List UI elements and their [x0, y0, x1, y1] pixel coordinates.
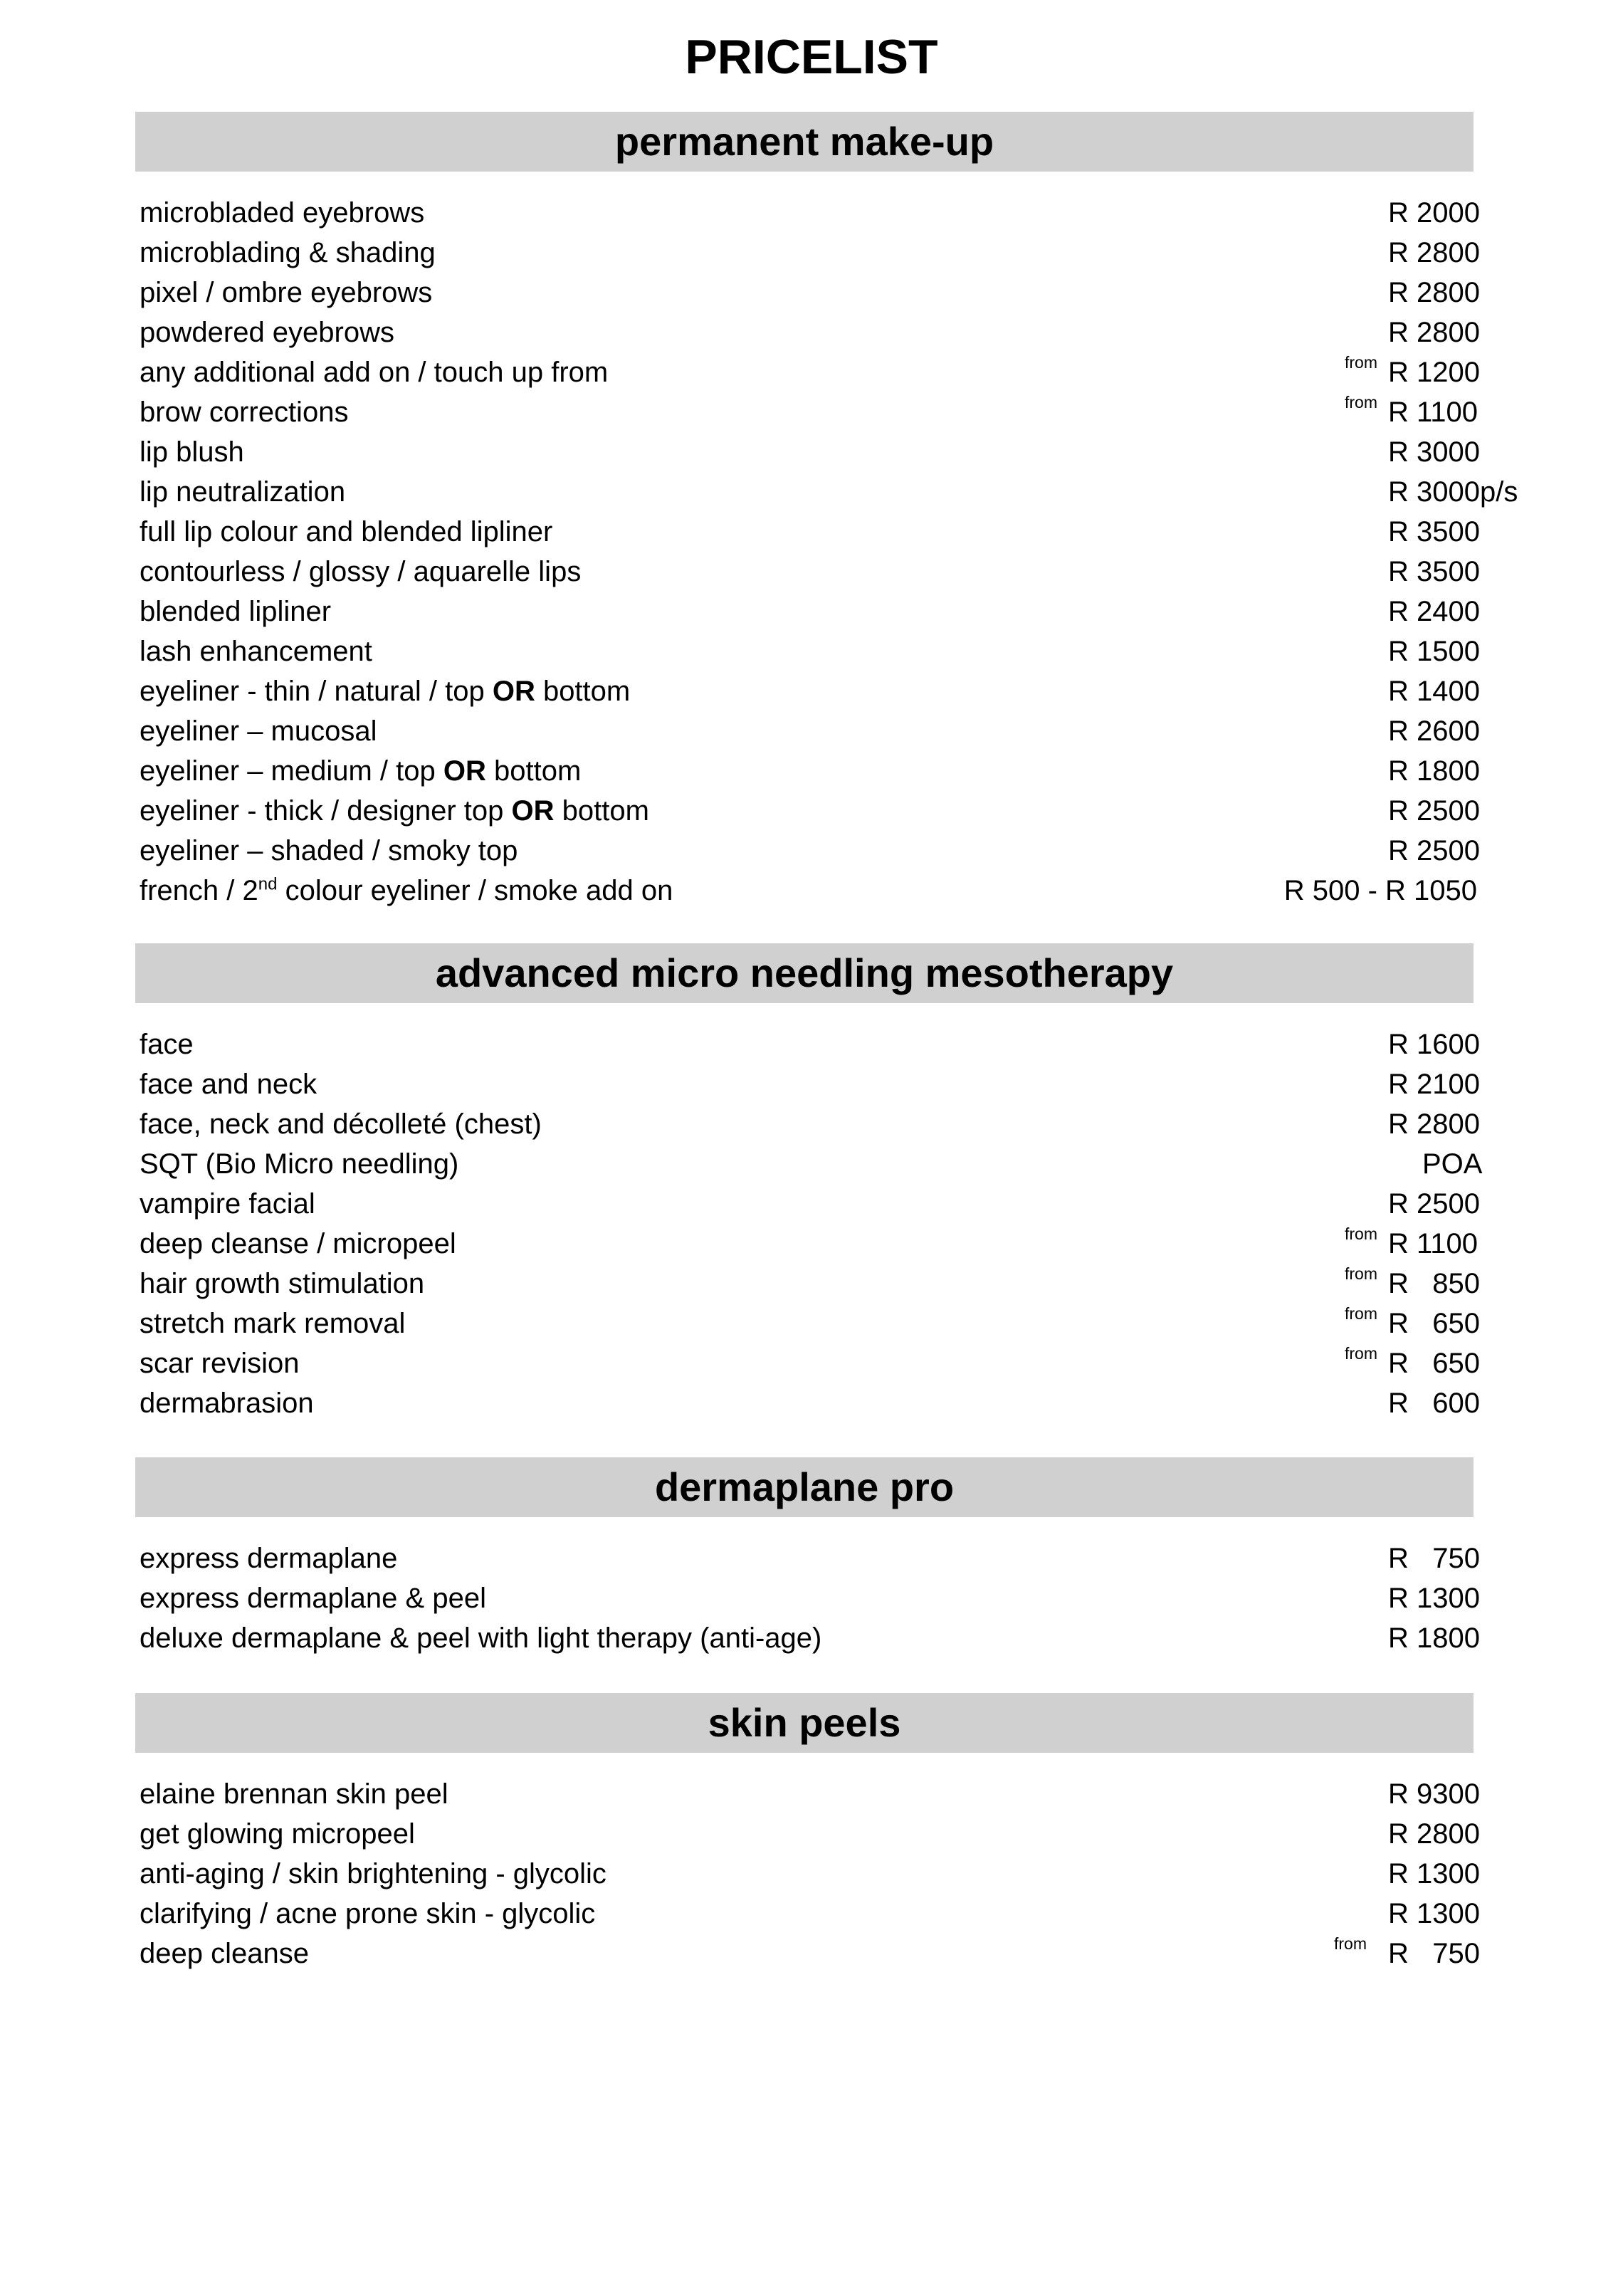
price-row — [135, 512, 1480, 552]
price-row — [135, 352, 1480, 392]
item-price: R 600 — [1388, 1388, 1480, 1419]
item-name: microblading & shading — [140, 237, 436, 268]
item-price: R 1500 — [1388, 636, 1480, 667]
price-row — [135, 1894, 1480, 1934]
item-name: lip blush — [140, 436, 244, 468]
item-price: R 500 - R 1050 — [1283, 875, 1477, 906]
item-name: full lip colour and blended lipliner — [140, 516, 553, 547]
item-price: R 650 — [1388, 1348, 1480, 1379]
price-row — [135, 193, 1480, 233]
section-dermaplane-pro — [135, 1457, 1480, 1658]
section-skin-peels — [135, 1693, 1480, 1973]
price-row — [135, 273, 1480, 313]
item-name: get glowing micropeel — [140, 1818, 415, 1850]
item-name: face, neck and décolleté (chest) — [140, 1108, 542, 1140]
item-name: hair growth stimulation — [140, 1268, 425, 1299]
item-price: R 1400 — [1388, 676, 1480, 707]
price-row — [135, 631, 1480, 671]
section-heading: skin peels — [135, 1693, 1474, 1753]
item-price: R 2500 — [1388, 795, 1480, 827]
item-name: face and neck — [140, 1069, 317, 1100]
item-price: POA — [1422, 1148, 1483, 1180]
price-row — [135, 1264, 1480, 1304]
item-price: R 1800 — [1388, 755, 1480, 787]
item-name: microbladed eyebrows — [140, 197, 425, 229]
item-price: R 9300 — [1388, 1778, 1480, 1810]
price-row — [135, 1618, 1480, 1658]
item-name: deluxe dermaplane & peel with light therapy (anti-age) — [140, 1623, 822, 1654]
item-name-text: eyeliner - thin / natural / top — [140, 676, 493, 707]
item-name-text: bottom — [485, 755, 582, 787]
section-micro-needling — [135, 943, 1483, 1423]
item-name: contourless / glossy / aquarelle lips — [140, 556, 582, 587]
item-name: elaine brennan skin peel — [140, 1778, 448, 1810]
item-name: express dermaplane & peel — [140, 1583, 486, 1614]
item-price: R 2800 — [1388, 1108, 1480, 1140]
item-name: lash enhancement — [140, 636, 372, 667]
item-price: R 2800 — [1388, 317, 1480, 348]
or-emphasis: OR — [443, 755, 486, 787]
item-price: R 2600 — [1388, 715, 1480, 747]
price-row — [135, 313, 1480, 352]
item-name-text: bottom — [535, 676, 631, 707]
item-price: R 2500 — [1388, 835, 1480, 866]
item-name — [140, 671, 630, 711]
item-name-text: eyeliner - thick / designer top — [140, 795, 512, 827]
item-name: express dermaplane — [140, 1543, 398, 1574]
or-emphasis: OR — [492, 676, 535, 707]
price-row — [135, 1184, 1480, 1224]
section-heading: advanced micro needling mesotherapy — [135, 943, 1474, 1003]
from-label: from — [1345, 1344, 1377, 1363]
price-row — [135, 1854, 1480, 1894]
item-price: R 650 — [1388, 1308, 1480, 1339]
section-heading: permanent make-up — [135, 112, 1474, 172]
item-name: blended lipliner — [140, 596, 332, 627]
price-row — [135, 472, 1518, 512]
item-price: R 1600 — [1388, 1029, 1480, 1060]
price-row — [135, 1383, 1480, 1423]
price-row — [135, 392, 1478, 432]
item-name-text: bottom — [554, 795, 649, 827]
price-row — [135, 432, 1480, 472]
item-price: R 2400 — [1388, 596, 1480, 627]
price-row — [135, 1304, 1480, 1343]
item-name — [140, 871, 673, 911]
item-price: R 750 — [1388, 1543, 1480, 1574]
item-name: SQT (Bio Micro needling) — [140, 1148, 459, 1180]
item-name: stretch mark removal — [140, 1308, 406, 1339]
item-price: R 2500 — [1388, 1188, 1480, 1220]
item-price: R 850 — [1388, 1268, 1480, 1299]
item-price: R 1300 — [1388, 1898, 1480, 1929]
section-permanent-make-up — [135, 112, 1518, 911]
item-name — [140, 791, 649, 831]
price-row — [135, 1538, 1480, 1578]
price-row — [135, 1578, 1480, 1618]
item-name: deep cleanse — [140, 1938, 309, 1969]
item-name: dermabrasion — [140, 1388, 314, 1419]
item-price: R 2000 — [1388, 197, 1480, 229]
item-name: vampire facial — [140, 1188, 315, 1220]
price-row — [135, 1934, 1480, 1973]
section-heading: dermaplane pro — [135, 1457, 1474, 1517]
item-name: pixel / ombre eyebrows — [140, 277, 433, 308]
price-row — [135, 831, 1480, 871]
price-row — [135, 751, 1480, 791]
page-title: PRICELIST — [685, 30, 938, 84]
item-name — [140, 751, 581, 791]
item-name-text: eyeliner – medium / top — [140, 755, 443, 787]
item-price: R 2800 — [1388, 277, 1480, 308]
item-name: clarifying / acne prone skin - glycolic — [140, 1898, 596, 1929]
item-name-text: french / 2 — [140, 875, 258, 906]
from-label: from — [1345, 1225, 1377, 1243]
price-row — [135, 791, 1480, 831]
item-name: eyeliner – shaded / smoky top — [140, 835, 518, 866]
item-price: R 3500 — [1388, 516, 1480, 547]
from-label: from — [1345, 393, 1377, 412]
item-price: R 3500 — [1388, 556, 1480, 587]
price-list — [135, 193, 1518, 911]
price-row — [135, 711, 1480, 751]
from-label: from — [1345, 1264, 1377, 1283]
price-row — [135, 1024, 1480, 1064]
price-row — [135, 1144, 1483, 1184]
item-name-text: colour eyeliner / smoke add on — [277, 875, 673, 906]
price-row — [135, 233, 1480, 273]
price-list — [135, 1538, 1480, 1658]
item-price: R 1300 — [1388, 1583, 1480, 1614]
or-emphasis: OR — [511, 795, 555, 827]
item-price: R 1100 — [1388, 397, 1478, 428]
item-name: eyeliner – mucosal — [140, 715, 377, 747]
item-name: face — [140, 1029, 194, 1060]
item-price: R 750 — [1388, 1938, 1480, 1969]
item-price: R 1100 — [1388, 1228, 1478, 1259]
item-name: anti-aging / skin brightening - glycolic — [140, 1858, 606, 1889]
item-price: R 1300 — [1388, 1858, 1480, 1889]
price-row — [135, 1774, 1480, 1814]
price-list — [135, 1774, 1480, 1973]
item-name: any additional add on / touch up from — [140, 357, 609, 388]
price-row — [135, 1104, 1480, 1144]
price-row — [135, 1343, 1480, 1383]
price-row — [135, 552, 1480, 592]
from-label: from — [1345, 353, 1377, 372]
price-row — [135, 671, 1480, 711]
item-price: R 1800 — [1388, 1623, 1480, 1654]
price-list — [135, 1024, 1483, 1423]
price-row — [135, 1224, 1478, 1264]
item-name: powdered eyebrows — [140, 317, 394, 348]
item-price: R 2800 — [1388, 237, 1480, 268]
price-row — [135, 592, 1480, 631]
from-label: from — [1345, 1304, 1377, 1323]
price-row — [135, 1064, 1480, 1104]
item-price: R 3000p/s — [1388, 476, 1518, 508]
item-price: R 1200 — [1388, 357, 1480, 388]
item-price: R 2800 — [1388, 1818, 1480, 1850]
item-name: deep cleanse / micropeel — [140, 1228, 456, 1259]
item-name: scar revision — [140, 1348, 300, 1379]
price-row — [135, 1814, 1480, 1854]
price-row — [135, 871, 1477, 911]
item-name: lip neutralization — [140, 476, 346, 508]
item-price: R 2100 — [1388, 1069, 1480, 1100]
item-name: brow corrections — [140, 397, 349, 428]
from-label: from — [1334, 1934, 1367, 1953]
item-price: R 3000 — [1388, 436, 1480, 468]
ordinal-suffix: nd — [258, 874, 278, 894]
